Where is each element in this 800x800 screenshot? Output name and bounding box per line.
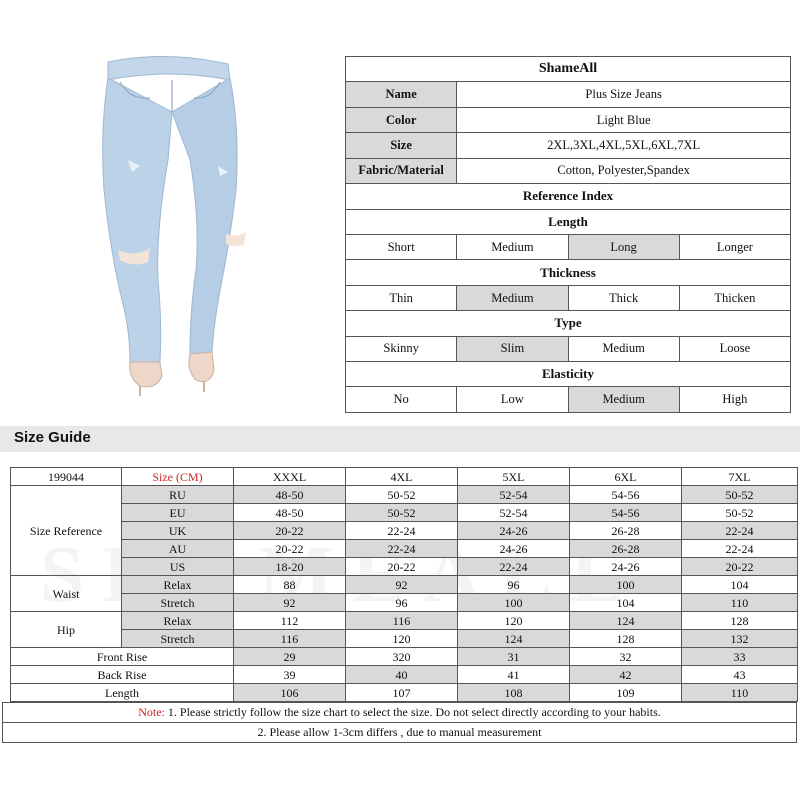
attr-option-selected: Slim (457, 336, 568, 361)
size-col-header: 4XL (346, 468, 458, 486)
type-heading: Type (346, 311, 791, 336)
row-label: Stretch (122, 594, 234, 612)
cell: 20-22 (234, 540, 346, 558)
cell: 24-26 (458, 540, 570, 558)
cell: 39 (234, 666, 346, 684)
row-label: Length (11, 684, 234, 702)
attr-option: Medium (457, 234, 568, 259)
cell: 106 (234, 684, 346, 702)
type-options (346, 336, 791, 361)
cell: 96 (458, 576, 570, 594)
cell: 96 (346, 594, 458, 612)
attr-option: Low (457, 387, 568, 413)
name-value: Plus Size Jeans (457, 82, 791, 107)
table-row (11, 666, 798, 684)
cell: 320 (346, 648, 458, 666)
row-label: Relax (122, 576, 234, 594)
fabric-value: Cotton, Polyester,Spandex (457, 158, 791, 183)
length-heading: Length (346, 209, 791, 234)
brand-title: ShameAll (346, 57, 791, 82)
attr-option: High (679, 387, 790, 413)
cell: 20-22 (682, 558, 798, 576)
size-chart-table (10, 467, 798, 702)
cell: 50-52 (346, 504, 458, 522)
size-header-row (11, 468, 798, 486)
attr-option: Thick (568, 285, 679, 310)
cell: 24-26 (458, 522, 570, 540)
cell: 41 (458, 666, 570, 684)
table-row (11, 576, 798, 594)
row-label: Stretch (122, 630, 234, 648)
attr-option: No (346, 387, 457, 413)
color-value: Light Blue (457, 107, 791, 132)
cell: 22-24 (682, 540, 798, 558)
cell: 50-52 (682, 486, 798, 504)
cell: 132 (682, 630, 798, 648)
cell: 104 (682, 576, 798, 594)
waist-group: Waist (11, 576, 122, 612)
cell: 108 (458, 684, 570, 702)
row-label: EU (122, 504, 234, 522)
size-value: 2XL,3XL,4XL,5XL,6XL,7XL (457, 133, 791, 158)
length-options (346, 234, 791, 259)
cell: 18-20 (234, 558, 346, 576)
table-row (11, 648, 798, 666)
cell: 110 (682, 594, 798, 612)
cell: 48-50 (234, 486, 346, 504)
cell: 20-22 (234, 522, 346, 540)
table-row (11, 630, 798, 648)
reference-index-heading: Reference Index (346, 184, 791, 209)
cell: 26-28 (570, 540, 682, 558)
table-row (11, 504, 798, 522)
row-label: RU (122, 486, 234, 504)
color-label: Color (346, 107, 457, 132)
table-row (11, 612, 798, 630)
attr-option-selected: Medium (568, 387, 679, 413)
cell: 107 (346, 684, 458, 702)
cell: 110 (682, 684, 798, 702)
table-row (11, 558, 798, 576)
thickness-options (346, 285, 791, 310)
note-prefix: Note: (138, 705, 165, 719)
cell: 104 (570, 594, 682, 612)
cell: 43 (682, 666, 798, 684)
size-reference-group: Size Reference (11, 486, 122, 576)
row-label: Front Rise (11, 648, 234, 666)
note-1 (3, 703, 797, 723)
thickness-heading: Thickness (346, 260, 791, 285)
cell: 40 (346, 666, 458, 684)
cell: 33 (682, 648, 798, 666)
product-code: 199044 (11, 468, 122, 486)
cell: 24-26 (570, 558, 682, 576)
cell: 100 (458, 594, 570, 612)
size-col-header: 5XL (458, 468, 570, 486)
cell: 109 (570, 684, 682, 702)
cell: 88 (234, 576, 346, 594)
cell: 54-56 (570, 486, 682, 504)
cell: 92 (234, 594, 346, 612)
cell: 128 (570, 630, 682, 648)
jeans-photo (0, 40, 340, 400)
cell: 31 (458, 648, 570, 666)
row-label: AU (122, 540, 234, 558)
row-label: UK (122, 522, 234, 540)
attr-option: Thin (346, 285, 457, 310)
cell: 22-24 (682, 522, 798, 540)
cell: 100 (570, 576, 682, 594)
row-label: US (122, 558, 234, 576)
cell: 52-54 (458, 504, 570, 522)
table-row (11, 540, 798, 558)
note-2: 2. Please allow 1-3cm differs , due to manual measurement (3, 723, 797, 743)
table-row (11, 684, 798, 702)
row-label: Relax (122, 612, 234, 630)
size-guide-title: Size Guide (14, 429, 91, 446)
cell: 52-54 (458, 486, 570, 504)
unit-label: Size (CM) (122, 468, 234, 486)
name-label: Name (346, 82, 457, 107)
cell: 26-28 (570, 522, 682, 540)
cell: 50-52 (682, 504, 798, 522)
size-guide-banner (0, 426, 800, 452)
size-label: Size (346, 133, 457, 158)
size-col-header: XXXL (234, 468, 346, 486)
cell: 92 (346, 576, 458, 594)
cell: 112 (234, 612, 346, 630)
cell: 50-52 (346, 486, 458, 504)
table-row (11, 522, 798, 540)
cell: 116 (234, 630, 346, 648)
cell: 29 (234, 648, 346, 666)
size-col-header: 6XL (570, 468, 682, 486)
cell: 48-50 (234, 504, 346, 522)
hip-group: Hip (11, 612, 122, 648)
attr-option: Skinny (346, 336, 457, 361)
attr-option: Short (346, 234, 457, 259)
cell: 120 (346, 630, 458, 648)
product-info-table (345, 56, 791, 413)
row-label: Back Rise (11, 666, 234, 684)
table-row (11, 486, 798, 504)
cell: 22-24 (458, 558, 570, 576)
attr-option-selected: Medium (457, 285, 568, 310)
cell: 124 (570, 612, 682, 630)
notes-table (2, 702, 797, 743)
fabric-label: Fabric/Material (346, 158, 457, 183)
attr-option: Longer (679, 234, 790, 259)
cell: 116 (346, 612, 458, 630)
note-1-text: 1. Please strictly follow the size chart to select the size. Do not select directly according to your habits. (164, 705, 661, 719)
cell: 32 (570, 648, 682, 666)
size-col-header: 7XL (682, 468, 798, 486)
attr-option: Thicken (679, 285, 790, 310)
table-row (11, 594, 798, 612)
attr-option: Loose (679, 336, 790, 361)
attr-option-selected: Long (568, 234, 679, 259)
elasticity-options (346, 387, 791, 413)
cell: 20-22 (346, 558, 458, 576)
cell: 128 (682, 612, 798, 630)
cell: 22-24 (346, 522, 458, 540)
cell: 54-56 (570, 504, 682, 522)
attr-option: Medium (568, 336, 679, 361)
elasticity-heading: Elasticity (346, 362, 791, 387)
cell: 22-24 (346, 540, 458, 558)
cell: 42 (570, 666, 682, 684)
cell: 120 (458, 612, 570, 630)
cell: 124 (458, 630, 570, 648)
